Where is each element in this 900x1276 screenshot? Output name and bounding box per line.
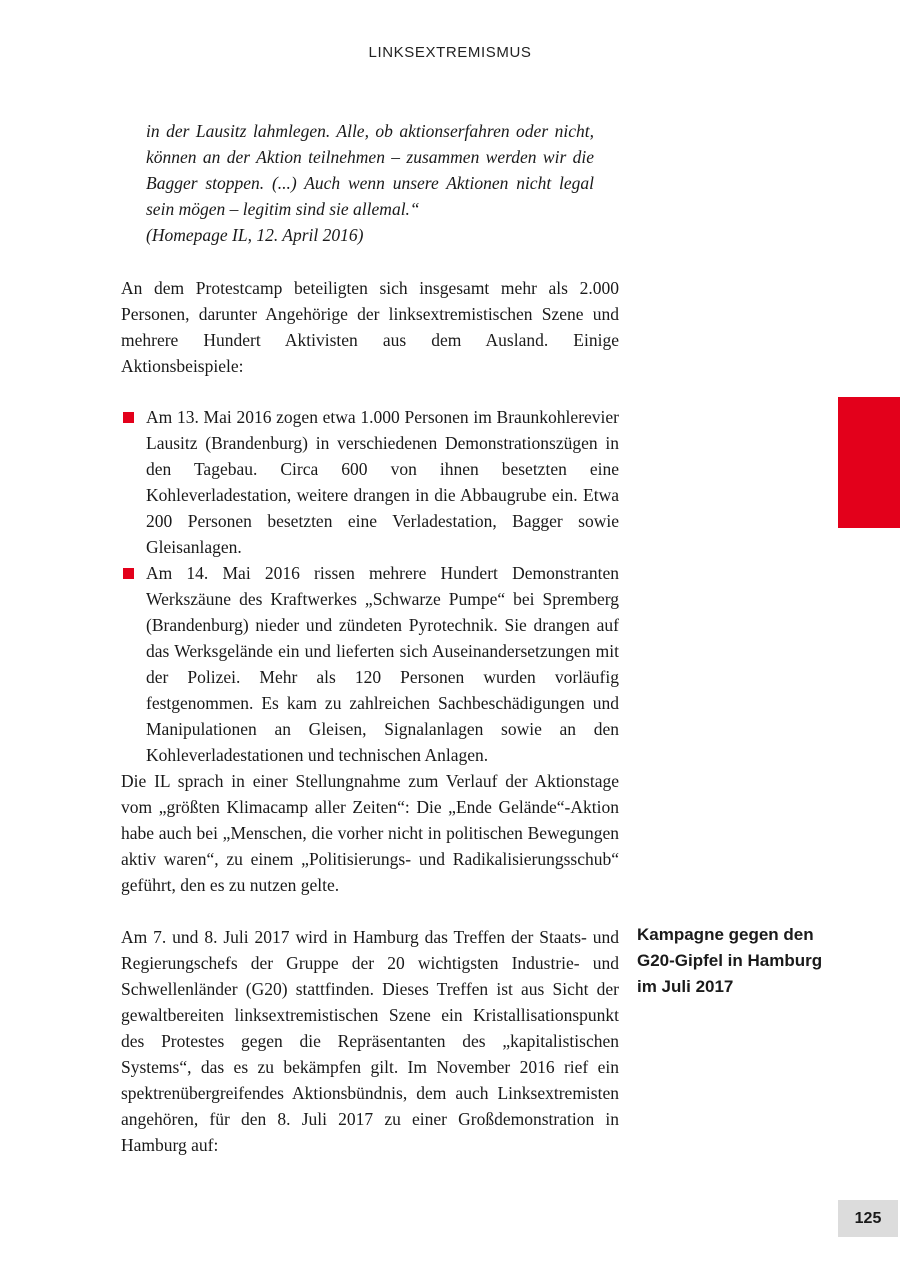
list-item	[121, 404, 619, 560]
list-item-text: Am 13. Mai 2016 zogen etwa 1.000 Personen im Braunkohlerevier Lausitz (Brandenburg) in verschiedenen Demonstrationszügen in den Tagebau. Circa 600 von ihnen besetzten eine Kohleverladestation, weitere drangen in die Abbaugrube ein. Etwa 200 Personen besetzten eine Verladestation, Bagger sowie Gleisanlagen.	[146, 407, 619, 557]
running-header: LINKSEXTREMISMUS	[368, 44, 532, 61]
margin-heading: Kampagne gegen den G20-Gipfel in Hamburg im Juli 2017	[637, 925, 823, 996]
list-item	[121, 560, 619, 768]
block-quote	[146, 118, 594, 248]
action-examples-list	[121, 404, 619, 768]
quote-text: in der Lausitz lahmlegen. Alle, ob aktionserfahren oder nicht, können an der Aktion teilnehmen – zusammen werden wir die Bagger stoppen. (...) Auch wenn unsere Aktionen nicht legal sein mögen – legitim sind sie allemal.“	[146, 121, 594, 219]
paragraph-il-statement: Die IL sprach in einer Stellungnahme zum Verlauf der Aktionstage vom „größten Klimacamp aller Zeiten“: Die „Ende Gelände“-Aktion habe auch bei „Menschen, die vorher nicht in politischen Bewegungen aktiv waren“, zu einem „Politisierungs- und Radikalisierungsschub“ geführt, den es zu nutzen gelte.	[121, 771, 619, 895]
quote-source: (Homepage IL, 12. April 2016)	[146, 225, 364, 245]
chapter-tab-marker	[838, 397, 900, 528]
list-item-text: Am 14. Mai 2016 rissen mehrere Hundert Demonstranten Werkszäune des Kraftwerkes „Schwarze Pumpe“ bei Spremberg (Brandenburg) nieder und zündeten Pyrotechnik. Sie drangen auf das Werksgelände ein und lieferten sich Auseinandersetzungen mit der Polizei. Mehr als 120 Personen wurden vorläufig festgenommen. Es kam zu zahlreichen Sachbeschädigungen und Manipulationen an Gleisen, Signalanlagen sowie an den Kohleverladestationen und technischen Anlagen.	[146, 563, 619, 765]
paragraph-g20: Am 7. und 8. Juli 2017 wird in Hamburg das Treffen der Staats- und Regierungschefs der Gruppe der 20 wichtigsten Industrie- und Schwellenländer (G20) stattfinden. Dieses Treffen ist aus Sicht der gewaltbereiten linksextremistischen Szene ein Kristallisationspunkt des Protestes gegen die Repräsentanten des „kapitalistischen Systems“, das es zu bekämpfen gilt. Im November 2016 rief ein spektrenübergreifendes Aktionsbündnis, dem auch Linksextremisten angehören, für den 8. Juli 2017 zu einer Großdemonstration in Hamburg auf:	[121, 927, 619, 1155]
red-square-bullet-icon	[123, 568, 134, 579]
page-number: 125	[838, 1200, 898, 1237]
paragraph-protestcamp: An dem Protestcamp beteiligten sich insgesamt mehr als 2.000 Personen, darunter Angehörige der linksextremistischen Szene und mehrere Hundert Aktivisten aus dem Ausland. Einige Aktionsbeispiele:	[121, 278, 619, 376]
red-square-bullet-icon	[123, 412, 134, 423]
